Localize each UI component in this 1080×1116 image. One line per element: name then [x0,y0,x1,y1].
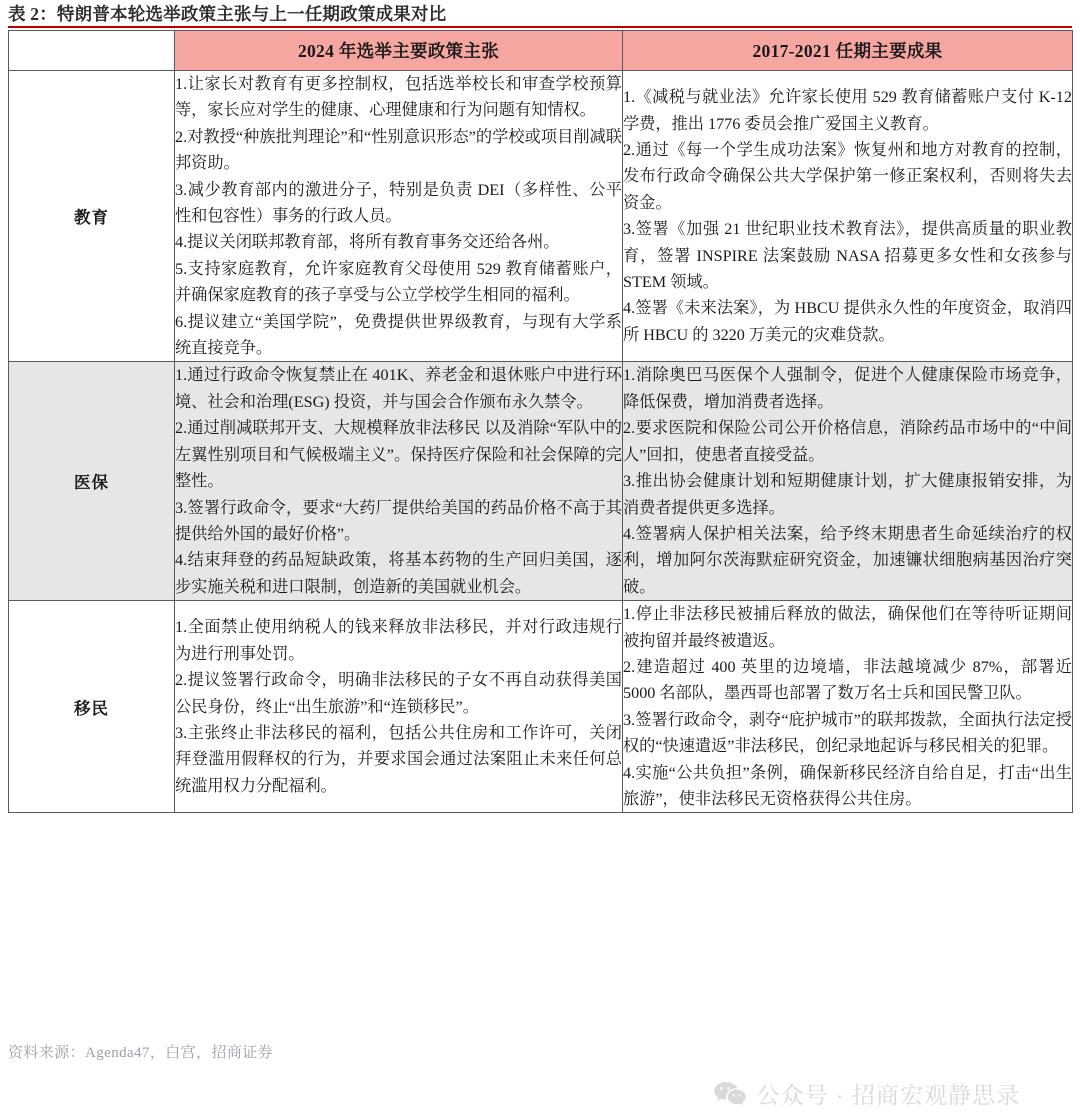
table-container [0,30,1080,813]
result-item: 1.《减税与就业法》允许家长使用 529 教育储蓄账户支付 K-12 学费，推出 1776 委员会推广爱国主义教育。 [623,88,1072,133]
watermark [713,1077,1020,1110]
result-item: 3.签署行政命令，剥夺“庇护城市”的联邦拨款，全面执行法定授权的“快速遣返”非法移民，创纪录地起诉与移民相关的犯罪。 [623,710,1072,756]
result-item: 4.实施“公共负担”条例，确保新移民经济自给自足，打击“出生旅游”，使非法移民无资格获得公共住房。 [623,763,1072,808]
result-item: 2.通过《每一个学生成功法案》恢复州和地方对教育的控制，发布行政命令确保公共大学保护第一修正案权利，否则将失去资金。 [623,141,1072,212]
policy-item: 4.提议关闭联邦教育部，将所有教育事务交还给各州。 [175,233,560,252]
policy-item: 2.通过削减联邦开支、大规模释放非法移民 以及消除“军队中的左翼性别项目和气候极端主义”。保持医疗保险和社会保障的完整性。 [175,419,622,491]
result-item: 4.签署病人保护相关法案，给予终末期患者生命延续治疗的权利，增加阿尔茨海默症研究资金，加速镰状细胞病基因治疗突破。 [623,524,1072,596]
result-item: 1.停止非法移民被捕后释放的做法，确保他们在等待听证期间被拘留并最终被遣返。 [623,605,1072,650]
wechat-icon [713,1080,747,1108]
result-item: 2.建造超过 400 英里的边境墙，非法越境减少 87%，部署近 5000 名部队，墨西哥也部署了数万名士兵和国民警卫队。 [623,657,1072,703]
policy-item: 1.让家长对教育有更多控制权，包括选举校长和审查学校预算等，家长应对学生的健康、心理健康和行为问题有知情权。 [175,75,622,120]
row-category-label: 医保 [9,362,175,601]
result-item: 2.要求医院和保险公司公开价格信息，消除药品市场中的“中间人”回扣，使患者直接受益。 [623,419,1072,464]
title-underline-rule [8,26,1072,28]
policy-item: 1.通过行政命令恢复禁止在 401K、养老金和退休账户中进行环境、社会和治理(ESG) 投资，并与国会合作颁布永久禁令。 [175,366,622,411]
source-footer [8,1036,1072,1066]
page-title: 表 2：特朗普本轮选举政策主张与上一任期政策成果对比 [8,3,447,24]
table-row [9,601,1073,813]
result-item: 4.签署《未来法案》，为 HBCU 提供永久性的年度资金，取消四所 HBCU 的 3220 万美元的灾难贷款。 [623,299,1072,344]
header-cell-2017-2021-results: 2017-2021 任期主要成果 [623,31,1073,71]
watermark-text: 公众号 · 招商宏观静思录 [756,1082,1020,1108]
policy-item: 4.结束拜登的药品短缺政策，将基本药物的生产回归美国，逐步实施关税和进口限制，创造新的美国就业机会。 [175,551,622,596]
policy-item: 6.提议建立“美国学院”，免费提供世界级教育，与现有大学系统直接竞争。 [175,312,622,358]
policy-item: 1.全面禁止使用纳税人的钱来释放非法移民，并对行政违规行为进行刑事处罚。 [175,618,622,663]
policy-item: 2.提议签署行政命令，明确非法移民的子女不再自动获得美国公民身份，终止“出生旅游”和“连锁移民”。 [175,671,622,716]
cell-2017-2021-results [623,601,1073,813]
table-header [9,31,1073,71]
cell-2024-proposals [175,362,623,601]
header-cell-category [9,31,175,71]
cell-2017-2021-results [623,362,1073,601]
source-text: 资料来源：Agenda47，白宫，招商证券 [8,1044,274,1061]
policy-item: 3.减少教育部内的激进分子，特别是负责 DEI（多样性、公平性和包容性）事务的行政人员。 [175,180,622,226]
policy-item: 3.主张终止非法移民的福利，包括公共住房和工作许可，关闭拜登滥用假释权的行为，并要求国会通过法案阻止未来任何总统滥用权力分配福利。 [175,723,622,795]
policy-item: 5.支持家庭教育，允许家庭教育父母使用 529 教育储蓄账户，并确保家庭教育的孩子享受与公立学校学生相同的福利。 [175,259,622,305]
row-category-label: 教育 [9,71,175,362]
result-item: 1.消除奥巴马医保个人强制令，促进个人健康保险市场竞争，降低保费，增加消费者选择。 [623,366,1072,411]
cell-2024-proposals [175,601,623,813]
policy-item: 3.签署行政命令，要求“大药厂提供给美国的药品价格不高于其提供给外国的最好价格”。 [175,498,622,543]
table-body [9,71,1073,813]
cell-2017-2021-results [623,71,1073,362]
row-category-label: 移民 [9,601,175,813]
table-row [9,362,1073,601]
table-header-row [9,31,1073,71]
policy-comparison-table [8,30,1073,813]
result-item: 3.推出协会健康计划和短期健康计划，扩大健康报销安排，为消费者提供更多选择。 [623,472,1072,517]
table-row [9,71,1073,362]
table-title-bar [0,0,1080,26]
policy-item: 2.对教授“种族批判理论”和“性别意识形态”的学校或项目削减联邦资助。 [175,127,622,173]
header-cell-2024-proposals: 2024 年选举主要政策主张 [175,31,623,71]
result-item: 3.签署《加强 21 世纪职业技术教育法》，提供高质量的职业教育，签署 INSPIRE 法案鼓励 NASA 招募更多女性和女孩参与 STEM 领域。 [623,220,1072,292]
cell-2024-proposals [175,71,623,362]
